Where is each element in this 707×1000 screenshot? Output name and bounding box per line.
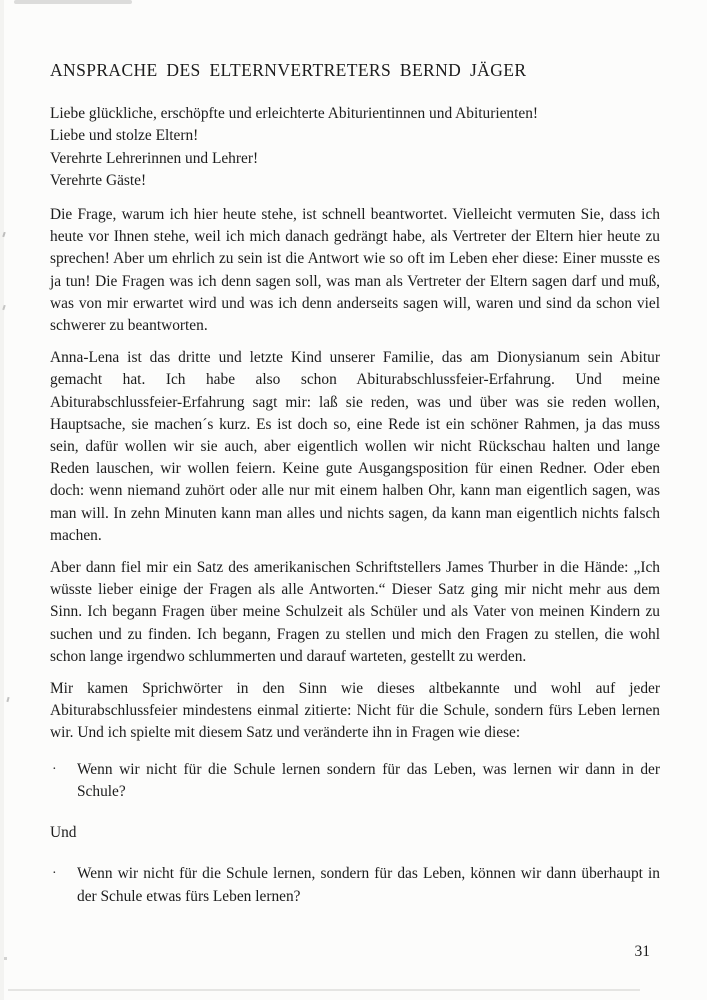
body-paragraph: Anna-Lena ist das dritte und letzte Kind unserer Familie, das am Dionysianum sein Abitur gemacht hat. Ich habe also schon Abiturabschlussfeier-Erfahrung. Und meine Abiturabschlussfeier-Erfahrung sagt mir: laß sie reden, was und über was sie reden wollen, Hauptsache, sie machen´s kurz. Es ist doch so, eine Rede ist ein schöner Rahmen, ja das muss sein, dafür wollen wir sie auch, aber eigentlich wollen wir nicht Rückschau halten und lange Reden lauschen, wir wollen feiern. Keine gute Ausgangsposition für einen Redner. Oder eben doch: wenn niemand zuhört oder alle nur mit einem halben Ohr, kann man eigentlich sagen, was man will. In zehn Minuten kann man alles und nichts sagen, da kann man eigentlich nichts falsch machen.: [50, 349, 660, 544]
greeting-line: Verehrte Gäste!: [50, 171, 147, 189]
greeting-line: Liebe glückliche, erschöpfte und erleichterte Abiturientinnen und Abiturienten!: [50, 105, 539, 123]
bullet-text: Wenn wir nicht für die Schule lernen sondern für das Leben, was lernen wir dann in der Schule?: [77, 760, 660, 800]
bullet-marker: ·: [52, 761, 57, 777]
bullet-item: [50, 759, 660, 803]
body-paragraph: Aber dann fiel mir ein Satz des amerikanischen Schriftstellers James Thurber in die Hände: „Ich wüsste lieber einige der Fragen als alle Antworten.“ Dieser Satz ging mir nicht mehr aus dem Sinn. Ich begann Fragen über meine Schulzeit als Schüler und als Vater von meinen Kindern zu suchen und zu finden. Ich begann, Fragen zu stellen und mich den Fragen zu stellen, die wohl schon lange irgendwo schlummerten und darauf warteten, gestellt zu werden.: [50, 559, 660, 665]
bullet-text: Wenn wir nicht für die Schule lernen, sondern für das Leben, können wir dann überhaupt in der Schule etwas fürs Leben lernen?: [77, 865, 660, 905]
scan-artifact-bottom-line: [8, 989, 640, 991]
scan-artifact-edge-dot: [0, 0, 3, 12]
scan-artifact-speck: [6, 697, 9, 702]
greeting-line: Verehrte Lehrerinnen und Lehrer!: [50, 149, 259, 167]
bullet-marker: ·: [52, 866, 57, 882]
connector-word: Und: [50, 824, 77, 842]
scan-artifact-speck: [2, 305, 5, 310]
scan-artifact-left-band: [0, 0, 4, 1000]
scan-artifact-speck: [2, 232, 5, 237]
body-paragraph: Mir kamen Sprichwörter in den Sinn wie dieses altbekannte und wohl auf jeder Abiturabschlussfeier mindestens einmal zitierte: Nicht für die Schule, sondern fürs Leben lernen wir. Und ich spielte mit diesem Satz und veränderte ihn in Fragen wie diese:: [50, 680, 660, 742]
page-title: ANSPRACHE DES ELTERNVERTRETERS BERND JÄGER: [50, 60, 527, 80]
scan-artifact-top-streak: [14, 0, 132, 4]
scan-artifact-speck: [4, 957, 7, 960]
body-paragraph: Die Frage, warum ich hier heute stehe, ist schnell beantwortet. Vielleicht vermuten Sie, dass ich heute vor Ihnen stehe, weil ich mich danach gedrängt habe, als Vertreter der Eltern hier heute zu sprechen! Aber um ehrlich zu sein ist die Antwort wie so oft im Leben eher diese: Einer musste es ja tun! Die Fragen was ich denn sagen soll, was man als Vertreter der Eltern sagen darf und muß, was von mir erwartet wird und was ich denn anderseits sagen will, waren und sind da schon viel schwerer zu beantworten.: [50, 206, 660, 335]
bullet-item: [50, 863, 660, 907]
page-number: 31: [634, 943, 650, 960]
greeting-block: [50, 103, 660, 192]
greeting-line: Liebe und stolze Eltern!: [50, 127, 199, 145]
